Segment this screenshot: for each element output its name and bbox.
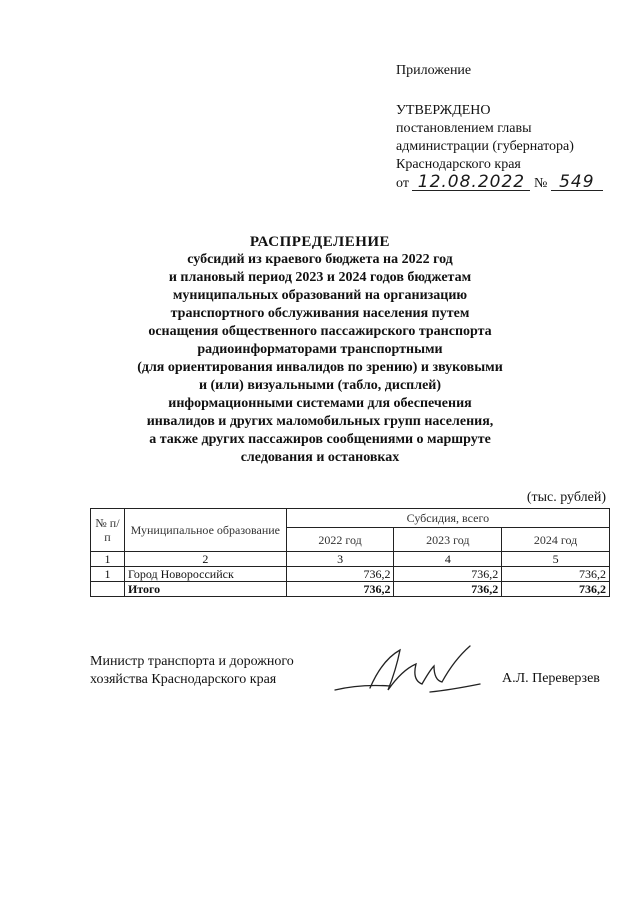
subsidy-table [90, 508, 610, 597]
title-line: а также других пассажиров сообщениями о маршруте [149, 432, 491, 447]
title-line: транспортного обслуживания населения путем [170, 306, 470, 321]
approval-date-line [396, 174, 603, 193]
row-value-2023: 736,2 [394, 567, 502, 582]
header-number: № п/п [91, 509, 125, 552]
row-value-2024: 736,2 [502, 567, 610, 582]
total-value-2024: 736,2 [502, 582, 610, 597]
index-cell: 5 [502, 552, 610, 567]
index-cell: 3 [286, 552, 394, 567]
units-label: (тыс. рублей) [526, 490, 606, 505]
number-sign: № [533, 176, 548, 191]
row-number: 1 [91, 567, 125, 582]
table-index-row [91, 552, 610, 567]
total-value-2023: 736,2 [394, 582, 502, 597]
row-municipality: Город Новороссийск [124, 567, 286, 582]
approval-line-3: Краснодарского края [396, 157, 521, 172]
title-line: информационными системами для обеспечения [168, 396, 472, 411]
title-line: муниципальных образований на организацию [172, 288, 468, 303]
handwritten-signature [330, 640, 490, 700]
approval-line-2: администрации (губернатора) [396, 139, 574, 154]
approval-date: 12.08.2022 [412, 174, 530, 191]
index-cell: 1 [91, 552, 125, 567]
approved-label: УТВЕРЖДЕНО [396, 103, 491, 118]
index-cell: 2 [124, 552, 286, 567]
row-value-2022: 736,2 [286, 567, 394, 582]
table-row [91, 567, 610, 582]
signatory-name: А.Л. Переверзев [502, 671, 600, 686]
position-line-1: Министр транспорта и дорожного [90, 654, 294, 669]
signatory-position [90, 653, 294, 689]
title-line: инвалидов и других маломобильных групп населения, [146, 414, 494, 429]
document-title [100, 233, 540, 467]
header-subsidy: Субсидия, всего [286, 509, 609, 528]
title-heading: РАСПРЕДЕЛЕНИЕ [249, 234, 391, 250]
title-line: (для ориентирования инвалидов по зрению) и звуковыми [137, 360, 503, 375]
index-cell: 4 [394, 552, 502, 567]
title-line: субсидий из краевого бюджета на 2022 год [187, 252, 453, 267]
header-year-2022: 2022 год [286, 528, 394, 552]
total-label: Итого [124, 582, 286, 597]
date-prefix: от [396, 176, 409, 191]
appendix-label: Приложение [396, 63, 472, 78]
total-value-2022: 736,2 [286, 582, 394, 597]
position-line-2: хозяйства Краснодарского края [90, 672, 277, 687]
header-year-2024: 2024 год [502, 528, 610, 552]
approval-number: 549 [551, 174, 603, 191]
title-line: оснащения общественного пассажирского транспорта [148, 324, 492, 339]
approval-block [396, 62, 603, 193]
header-year-2023: 2023 год [394, 528, 502, 552]
table-total-row [91, 582, 610, 597]
title-line: и (или) визуальными (табло, дисплей) [198, 378, 442, 393]
title-line: радиоинформаторами транспортными [197, 342, 443, 357]
title-line: следования и остановках [240, 450, 400, 465]
title-line: и плановый период 2023 и 2024 годов бюджетам [168, 270, 472, 285]
header-municipality: Муниципальное образование [124, 509, 286, 552]
approval-line-1: постановлением главы [396, 121, 532, 136]
